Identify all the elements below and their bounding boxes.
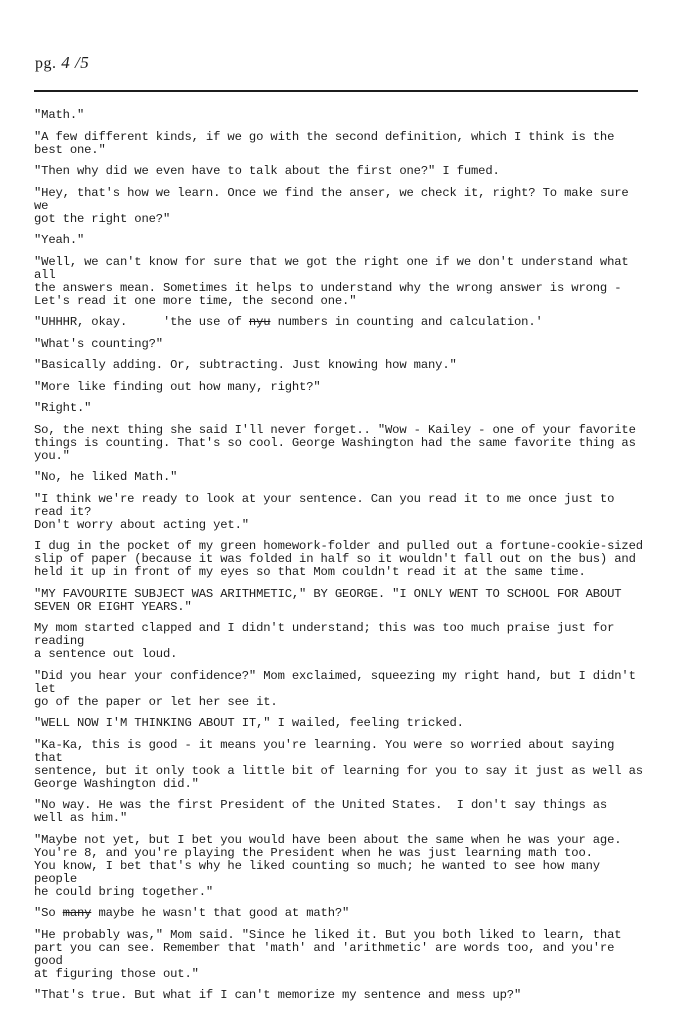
paragraph	[34, 622, 644, 661]
text-line: "Hey, that's how we learn. Once we find the anser, we check it, right? To make sure we	[34, 185, 636, 213]
text-line: things is counting. That's so cool. George Washington had the same favorite thing as you."	[34, 435, 643, 463]
text-line: Don't worry about acting yet."	[34, 517, 249, 532]
text-line: You know, I bet that's why he liked counting so much; he wanted to see how many people	[34, 858, 608, 886]
paragraph	[34, 493, 644, 532]
struck-word: many	[62, 906, 92, 920]
text-line: a sentence out loud.	[34, 647, 178, 661]
text-line: "Basically adding. Or, subtracting. Just knowing how many."	[34, 358, 457, 372]
text-line: held it up in front of my eyes so that Mom couldn't read it at the same time.	[34, 565, 586, 579]
page-total: /5	[75, 53, 90, 72]
paragraph	[34, 670, 644, 709]
paragraph	[34, 381, 644, 394]
text-line: part you can see. Remember that 'math' and 'arithmetic' are words too, and you're good	[34, 940, 622, 968]
paragraph	[34, 989, 644, 1002]
paragraph	[34, 165, 644, 178]
paragraph	[34, 234, 644, 247]
struck-word: nyu	[248, 315, 271, 329]
text-line: "I think we're ready to look at your sentence. Can you read it to me once just to read it?	[34, 491, 622, 519]
text-line: well as him."	[34, 811, 128, 825]
text-line: slip of paper (because it was folded in half so it wouldn't fall out on the bus) and	[34, 552, 636, 566]
text-line: George Washington did."	[34, 776, 199, 791]
text-line: he could bring together."	[34, 884, 214, 899]
paragraph	[34, 359, 644, 372]
text-line: "No, he liked Math."	[34, 470, 178, 484]
text-line: "More like finding out how many, right?"	[34, 379, 321, 394]
document-body	[34, 109, 644, 1011]
text-line: "Did you hear your confidence?" Mom exclaimed, squeezing my right hand, but I didn't let	[34, 668, 643, 696]
text-line: "MY FAVOURITE SUBJECT WAS ARITHMETIC," BY GEORGE. "I ONLY WENT TO SCHOOL FOR ABOUT	[34, 586, 622, 601]
paragraph	[34, 471, 644, 484]
paragraph	[34, 834, 644, 899]
text-line: "WELL NOW I'M THINKING ABOUT IT," I wailed, feeling tricked.	[34, 716, 464, 730]
text-line: My mom started clapped and I didn't understand; this was too much praise just for reading	[34, 621, 622, 648]
text-line: got the right one?"	[34, 211, 171, 226]
text-line: So, the next thing she said I'll never forget.. "Wow - Kailey - one of your favorite	[34, 422, 636, 437]
text-segment: "UHHHR, okay. 'the use of	[34, 315, 249, 329]
text-line: "Yeah."	[34, 233, 85, 247]
text-segment: maybe he wasn't that good at math?"	[91, 906, 350, 920]
text-line: sentence, but it only took a little bit of learning for you to say it just as well as	[34, 763, 643, 778]
text-line: "Maybe not yet, but I bet you would have been about the same when he was your age.	[34, 832, 622, 847]
header-rule	[34, 90, 638, 92]
text-line: "No way. He was the first President of the United States. I don't say things as	[34, 798, 608, 812]
text-line: "What's counting?"	[34, 336, 163, 351]
text-line: "Well, we can't know for sure that we got the right one if we don't understand what all	[34, 254, 636, 282]
paragraph	[34, 717, 644, 730]
text-line: "A few different kinds, if we go with the second definition, which I think is the best one."	[34, 129, 622, 157]
text-line: "Math."	[34, 108, 85, 122]
text-line: "He probably was," Mom said. "Since he liked it. But you both liked to learn, that	[34, 927, 622, 942]
text-line: SEVEN OR EIGHT YEARS."	[34, 599, 192, 614]
page-number	[35, 53, 89, 73]
text-line: "Right."	[34, 401, 92, 415]
paragraph	[34, 316, 644, 329]
text-line: the answers mean. Sometimes it helps to understand why the wrong answer is wrong -	[34, 280, 622, 295]
text-line: go of the paper or let her see it.	[34, 694, 278, 709]
text-line: at figuring those out."	[34, 966, 199, 981]
paragraph	[34, 907, 644, 920]
paragraph	[34, 929, 644, 981]
paragraph	[34, 402, 644, 415]
paragraph	[34, 424, 644, 463]
paragraph	[34, 187, 644, 226]
text-line: "Ka-Ka, this is good - it means you're learning. You were so worried about saying that	[34, 737, 622, 765]
text-segment: numbers in counting and calculation.'	[270, 315, 543, 329]
text-line: You're 8, and you're playing the President when he was just learning math too.	[34, 845, 593, 860]
text-line: Let's read it one more time, the second one."	[34, 293, 357, 308]
page-prefix: pg.	[35, 55, 57, 72]
paragraph	[34, 799, 644, 825]
paragraph	[34, 131, 644, 157]
text-line: "Then why did we even have to talk about the first one?" I fumed.	[34, 164, 500, 178]
text-line: I dug in the pocket of my green homework-folder and pulled out a fortune-cookie-sized	[34, 539, 643, 553]
paragraph	[34, 739, 644, 791]
paragraph	[34, 109, 644, 122]
page-num: 4	[61, 53, 71, 72]
paragraph	[34, 338, 644, 351]
paragraph	[34, 256, 644, 308]
text-segment: "So	[34, 906, 63, 920]
paragraph	[34, 540, 644, 579]
text-line: "That's true. But what if I can't memorize my sentence and mess up?"	[34, 988, 522, 1002]
paragraph	[34, 588, 644, 614]
